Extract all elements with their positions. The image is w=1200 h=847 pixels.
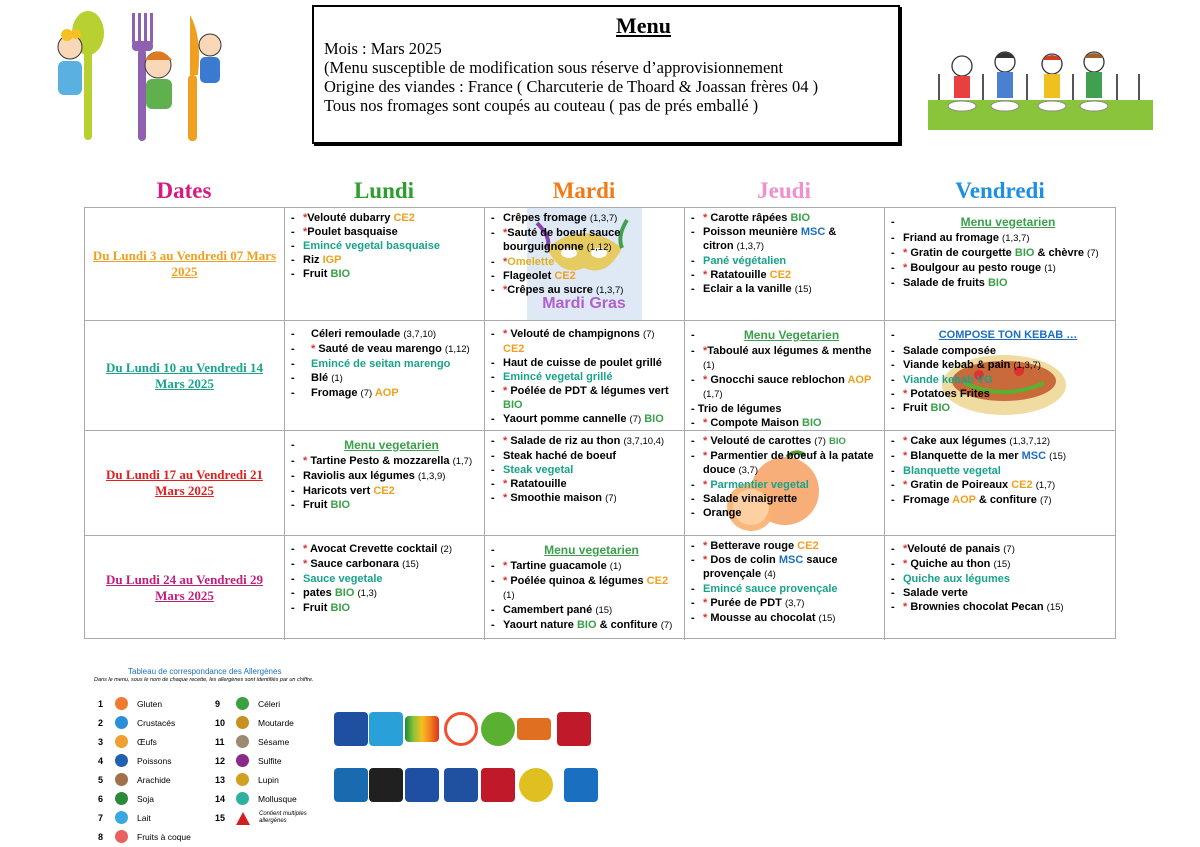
week-row [85,321,1115,431]
menu-header-box [312,5,900,144]
mustard-icon [236,716,249,729]
header-disclaimer: (Menu susceptible de modification sous réserve d’approvisionnement [324,58,784,77]
saveur-annee-logo [481,768,515,802]
demeter-logo [517,718,551,740]
allergen-legend-title: Tableau de correspondance des Allergènes [128,667,282,676]
nutriscore-logo [405,716,439,742]
fish-icon [115,754,128,767]
sulfite-icon [236,754,249,767]
sesame-icon [236,735,249,748]
week-dates: Du Lundi 17 au Vendredi 21 Mars 2025 [85,431,285,535]
header-month: Mois : Mars 2025 [324,39,442,58]
allergen-item: 7 Lait [98,812,151,823]
menu-cell-lundi: - Céleri remoulade (3,7,10) - * Sauté de veau marengo (1,12) - Emincé de seitan marengo - Blé (1) - Fromage (7) AOP [285,321,485,430]
menu-cell-mardi: - * Salade de riz au thon (3,7,10,4) - Steak haché de boeuf - Steak vegetal - * Ratatouille - * Smoothie maison (7) [485,431,685,535]
allergen-item: 14 Mollusque [215,793,297,804]
allergen-item: 13 Lupin [215,774,279,785]
msc-logo [564,768,598,802]
column-header-mardi: Mardi [552,178,616,203]
ecocert-logo [519,768,553,802]
allergen-item: 15 Contient multiples allergènes [215,811,307,824]
menu-cell-lundi: - * Avocat Crevette cocktail (2) - * Sauce carbonara (15) - Sauce vegetale - pates BIO (1,3) - Fruit BIO [285,536,485,640]
celery-icon [236,697,249,710]
allergen-item: 8 Fruits à coque [98,831,191,842]
nature-progres-logo [334,768,368,802]
week-row [85,208,1115,321]
peanut-icon [115,773,128,786]
menu-cell-lundi: - *Velouté dubarry CE2 - *Poulet basquaise - Emincé vegetal basquaise - Riz IGP - Fruit BIO [285,208,485,320]
kids-table-illustration [928,42,1153,132]
menu-cell-vendredi: - *Velouté de panais (7) - * Quiche au thon (15) - Quiche aux légumes - Salade verte - * Brownies chocolat Pecan (15) [891,543,1064,613]
menu-cell-jeudi: - * Betterave rouge CE2 - * Dos de colin MSC sauce provençale (4) - Emincé sauce provençale - * Purée de PDT (3,7) - * Mousse au chocolat (15) [685,536,885,640]
column-header-dates: Dates [156,178,212,203]
allergen-item: 11 Sésame [215,736,290,747]
soy-icon [115,792,128,805]
week-dates: Du Lundi 24 au Vendredi 29 Mars 2025 [85,536,285,640]
menu-cell-vendredi: - COMPOSE TON KEBAB … - Salade composée - Viande kebab & pain (1,3,7) - Viande kebab VG - * Potatoes Frites - Fruit BIO [885,321,1117,430]
column-header-jeudi: Jeudi [757,178,811,203]
allergen-legend-subtitle: Dans le menu, sous le nom de chaque recette, les allergènes sont identifiés par un chiffre. [94,677,314,683]
viandes-france-logo [405,768,439,802]
allergen-item: 2 Crustacés [98,717,176,728]
header-meat-origin: Origine des viandes : France ( Charcuterie de Thoard & Joassan frères 04 ) [324,77,819,96]
week-row [85,536,1115,640]
menu-title: Menu [616,13,671,38]
origine-france-logo [444,768,478,802]
menu-cell-jeudi: - Menu Vegetarien - *Taboulé aux légumes & menthe (1) - * Gnocchi sauce reblochon AOP (1,7) - Trio de légumes - * Compote Maison BIO [685,321,885,430]
menu-cell-jeudi: - * Carotte râpées BIO - Poisson meunière MSC & citron (1,3,7) - Pané végétalien - * Ratatouille CE2 - Eclair a la vanille (15) [685,208,885,320]
eggs-icon [115,735,128,748]
column-header-vendredi: Vendredi [955,178,1045,203]
bio-logo [481,712,515,746]
week-dates: Du Lundi 3 au Vendredi 07 Mars 2025 [85,208,285,320]
menu-cell-lundi: - Menu vegetarien - * Tartine Pesto & mozzarella (1,7) - Raviolis aux légumes (1,3,9) - Haricots vert CE2 - Fruit BIO [285,431,485,535]
allergen-item: 10 Moutarde [215,717,294,728]
allergen-item: 12 Sulfite [215,755,282,766]
week-dates: Du Lundi 10 au Vendredi 14 Mars 2025 [85,321,285,430]
gluten-free-logo [444,712,478,746]
mollusc-icon [236,792,249,805]
header-cheese-note: Tous nos fromages sont coupés au couteau ( pas de prés emballé ) [324,96,759,115]
allergen-item: 4 Poissons [98,755,172,766]
mardi-gras-label: Mardi Gras [542,295,626,312]
column-header-lundi: Lundi [353,178,415,203]
menu-cell-vendredi: - * Cake aux légumes (1,3,7,12) - * Blanquette de la mer MSC (15) - Blanquette vegetal - * Gratin de Poireaux CE2 (1,7) - Fromage AOP & confiture (7) [891,435,1067,506]
allergen-item: 5 Arachide [98,774,171,785]
certification-logo [334,712,368,746]
menu-table [84,207,1116,639]
milk-icon [115,811,128,824]
kids-cutlery-illustration [40,5,230,145]
bleu-blanc-coeur-logo [369,712,403,746]
menu-cell-mardi: - * Velouté de champignons (7) CE2 - Haut de cuisse de poulet grillé - Emincé vegetal grillé - * Poélée de PDT & légumes vert BIO - Yaourt pomme cannelle (7) BIO [485,321,685,430]
gluten-icon [115,697,128,710]
fairtrade-logo [369,768,403,802]
allergen-item: 9 Céleri [215,698,281,709]
produit-france-logo [557,712,591,746]
nuts-icon [115,830,128,843]
crustaceans-icon [115,716,128,729]
warning-triangle-icon [236,812,250,825]
menu-cell-mardi: - Menu vegetarien - * Tartine guacamole (1) - * Poélée quinoa & légumes CE2 (1) - Camembert pané (15) - Yaourt nature BIO & confiture (7) [485,536,685,640]
allergen-item: 6 Soja [98,793,155,804]
menu-cell-mardi: Mardi Gras - Crêpes fromage (1,3,7) - *Sauté de boeuf sauce bourguignonne (1,12) - *Omelette - Flageolet CE2 - *Crêpes au sucre (1,3,7) [485,208,685,320]
week-row [85,431,1115,536]
menu-cell-vendredi: - Menu vegetarien - Friand au fromage (1,3,7) - * Gratin de courgette BIO & chèvre (7) - * Boulgour au pesto rouge (1) - Salade de fruits BIO [891,215,1099,289]
lupin-icon [236,773,249,786]
allergen-item: 1 Gluten [98,698,163,709]
allergen-item: 3 Œufs [98,736,157,747]
menu-cell-jeudi: - * Velouté de carottes (7) BIO - * Parmentier de boeuf à la patate douce (3,7) - * Parmentier vegetal - Salade vinaigrette - Orange [685,431,885,535]
